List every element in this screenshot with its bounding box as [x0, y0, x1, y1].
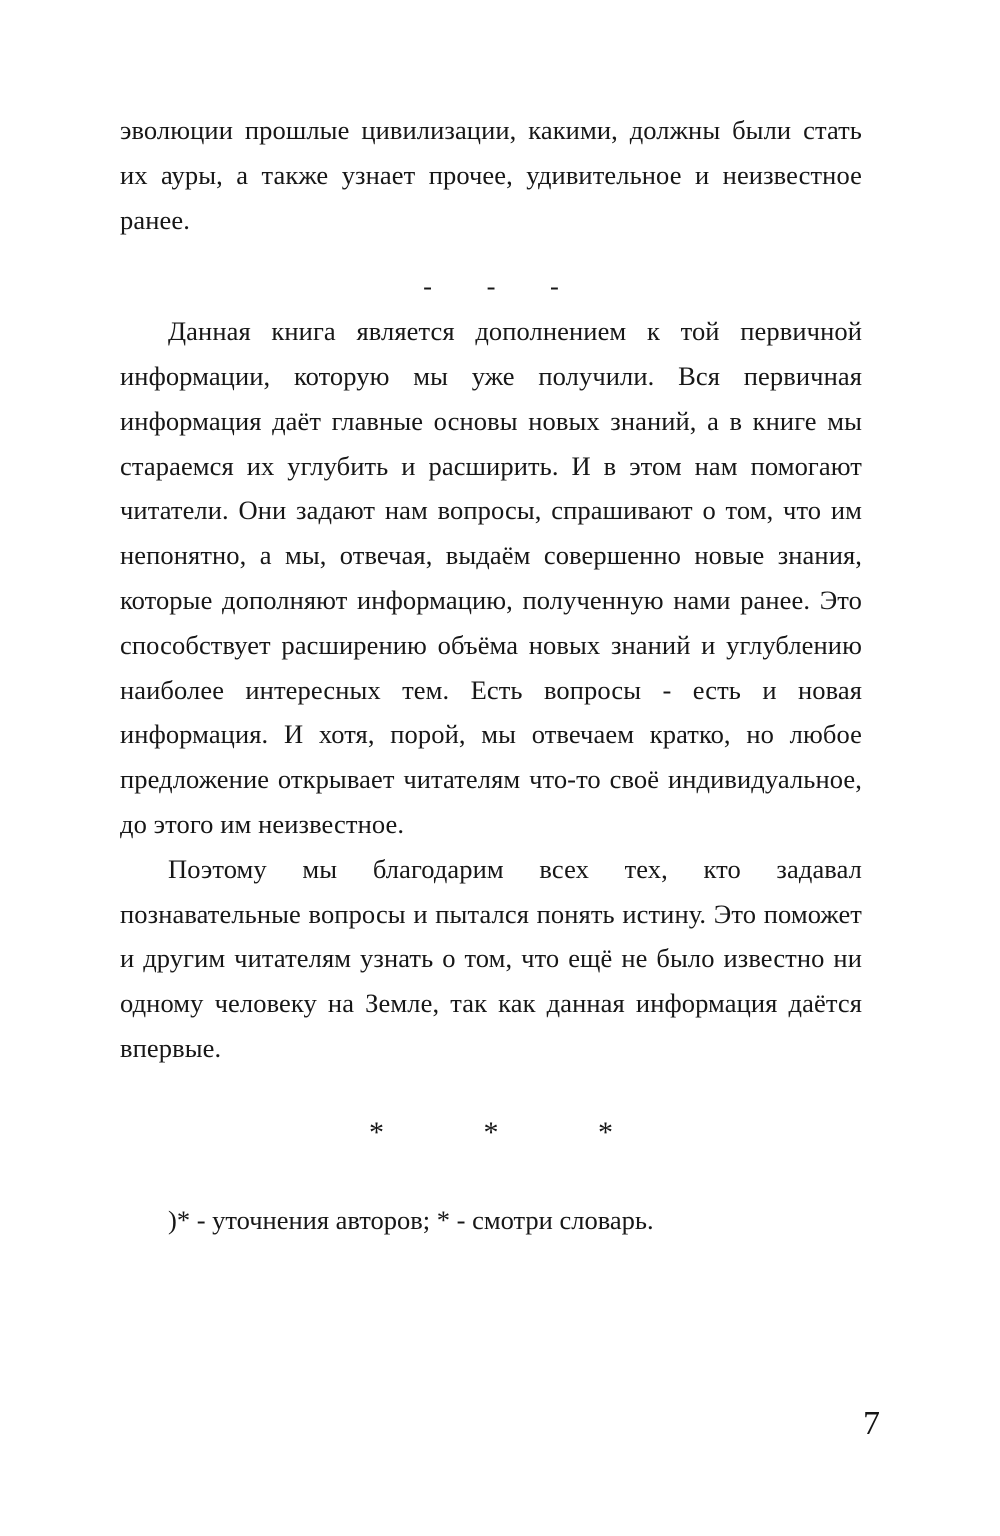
spacer-before-dash-separator: [120, 242, 862, 264]
paragraph-1: Данная книга является дополнением к той первичной информации, которую мы уже получили. Вся первичная информация даёт главные основы новых знаний, а в книге мы стараемся их углубить и расширить. И в этом нам помогают читатели. Они задают нам вопросы, спрашивают о том, что им непонятно, а мы, отвечая, выдаём совершенно новые знания, которые дополняют информацию, полученную нами ранее. Это способствует расширению объёма новых знаний и углублению наиболее интересных тем. Есть вопросы - есть и новая информация. И хотя, порой, мы отвечаем кратко, но любое предложение открывает читателям что-то своё индивидуальное, до этого им неизвестное.: [120, 316, 862, 839]
spacer-before-footnote: [120, 1155, 862, 1199]
page-number: 7: [863, 1405, 880, 1442]
dash-separator: - - -: [423, 271, 583, 302]
page-content: [120, 108, 862, 1241]
footnote-legend: )* - уточнения авторов; * - смотри словарь.: [168, 1204, 654, 1235]
paragraph-2: Поэтому мы благодарим всех тех, кто задавал познавательные вопросы и пытался понять истину. Это поможет и другим читателям узнать о том, что ещё не было известно ни одному человеку на Земле, так как данная информация даётся впервые.: [120, 853, 862, 1063]
paragraph-continued: эволюции прошлые цивилизации, какими, должны были стать их ауры, а также узнает прочее, удивительное и неизвестное ранее.: [120, 115, 862, 235]
star-separator: * * *: [369, 1115, 659, 1149]
spacer-before-star-separator: [120, 1071, 862, 1111]
